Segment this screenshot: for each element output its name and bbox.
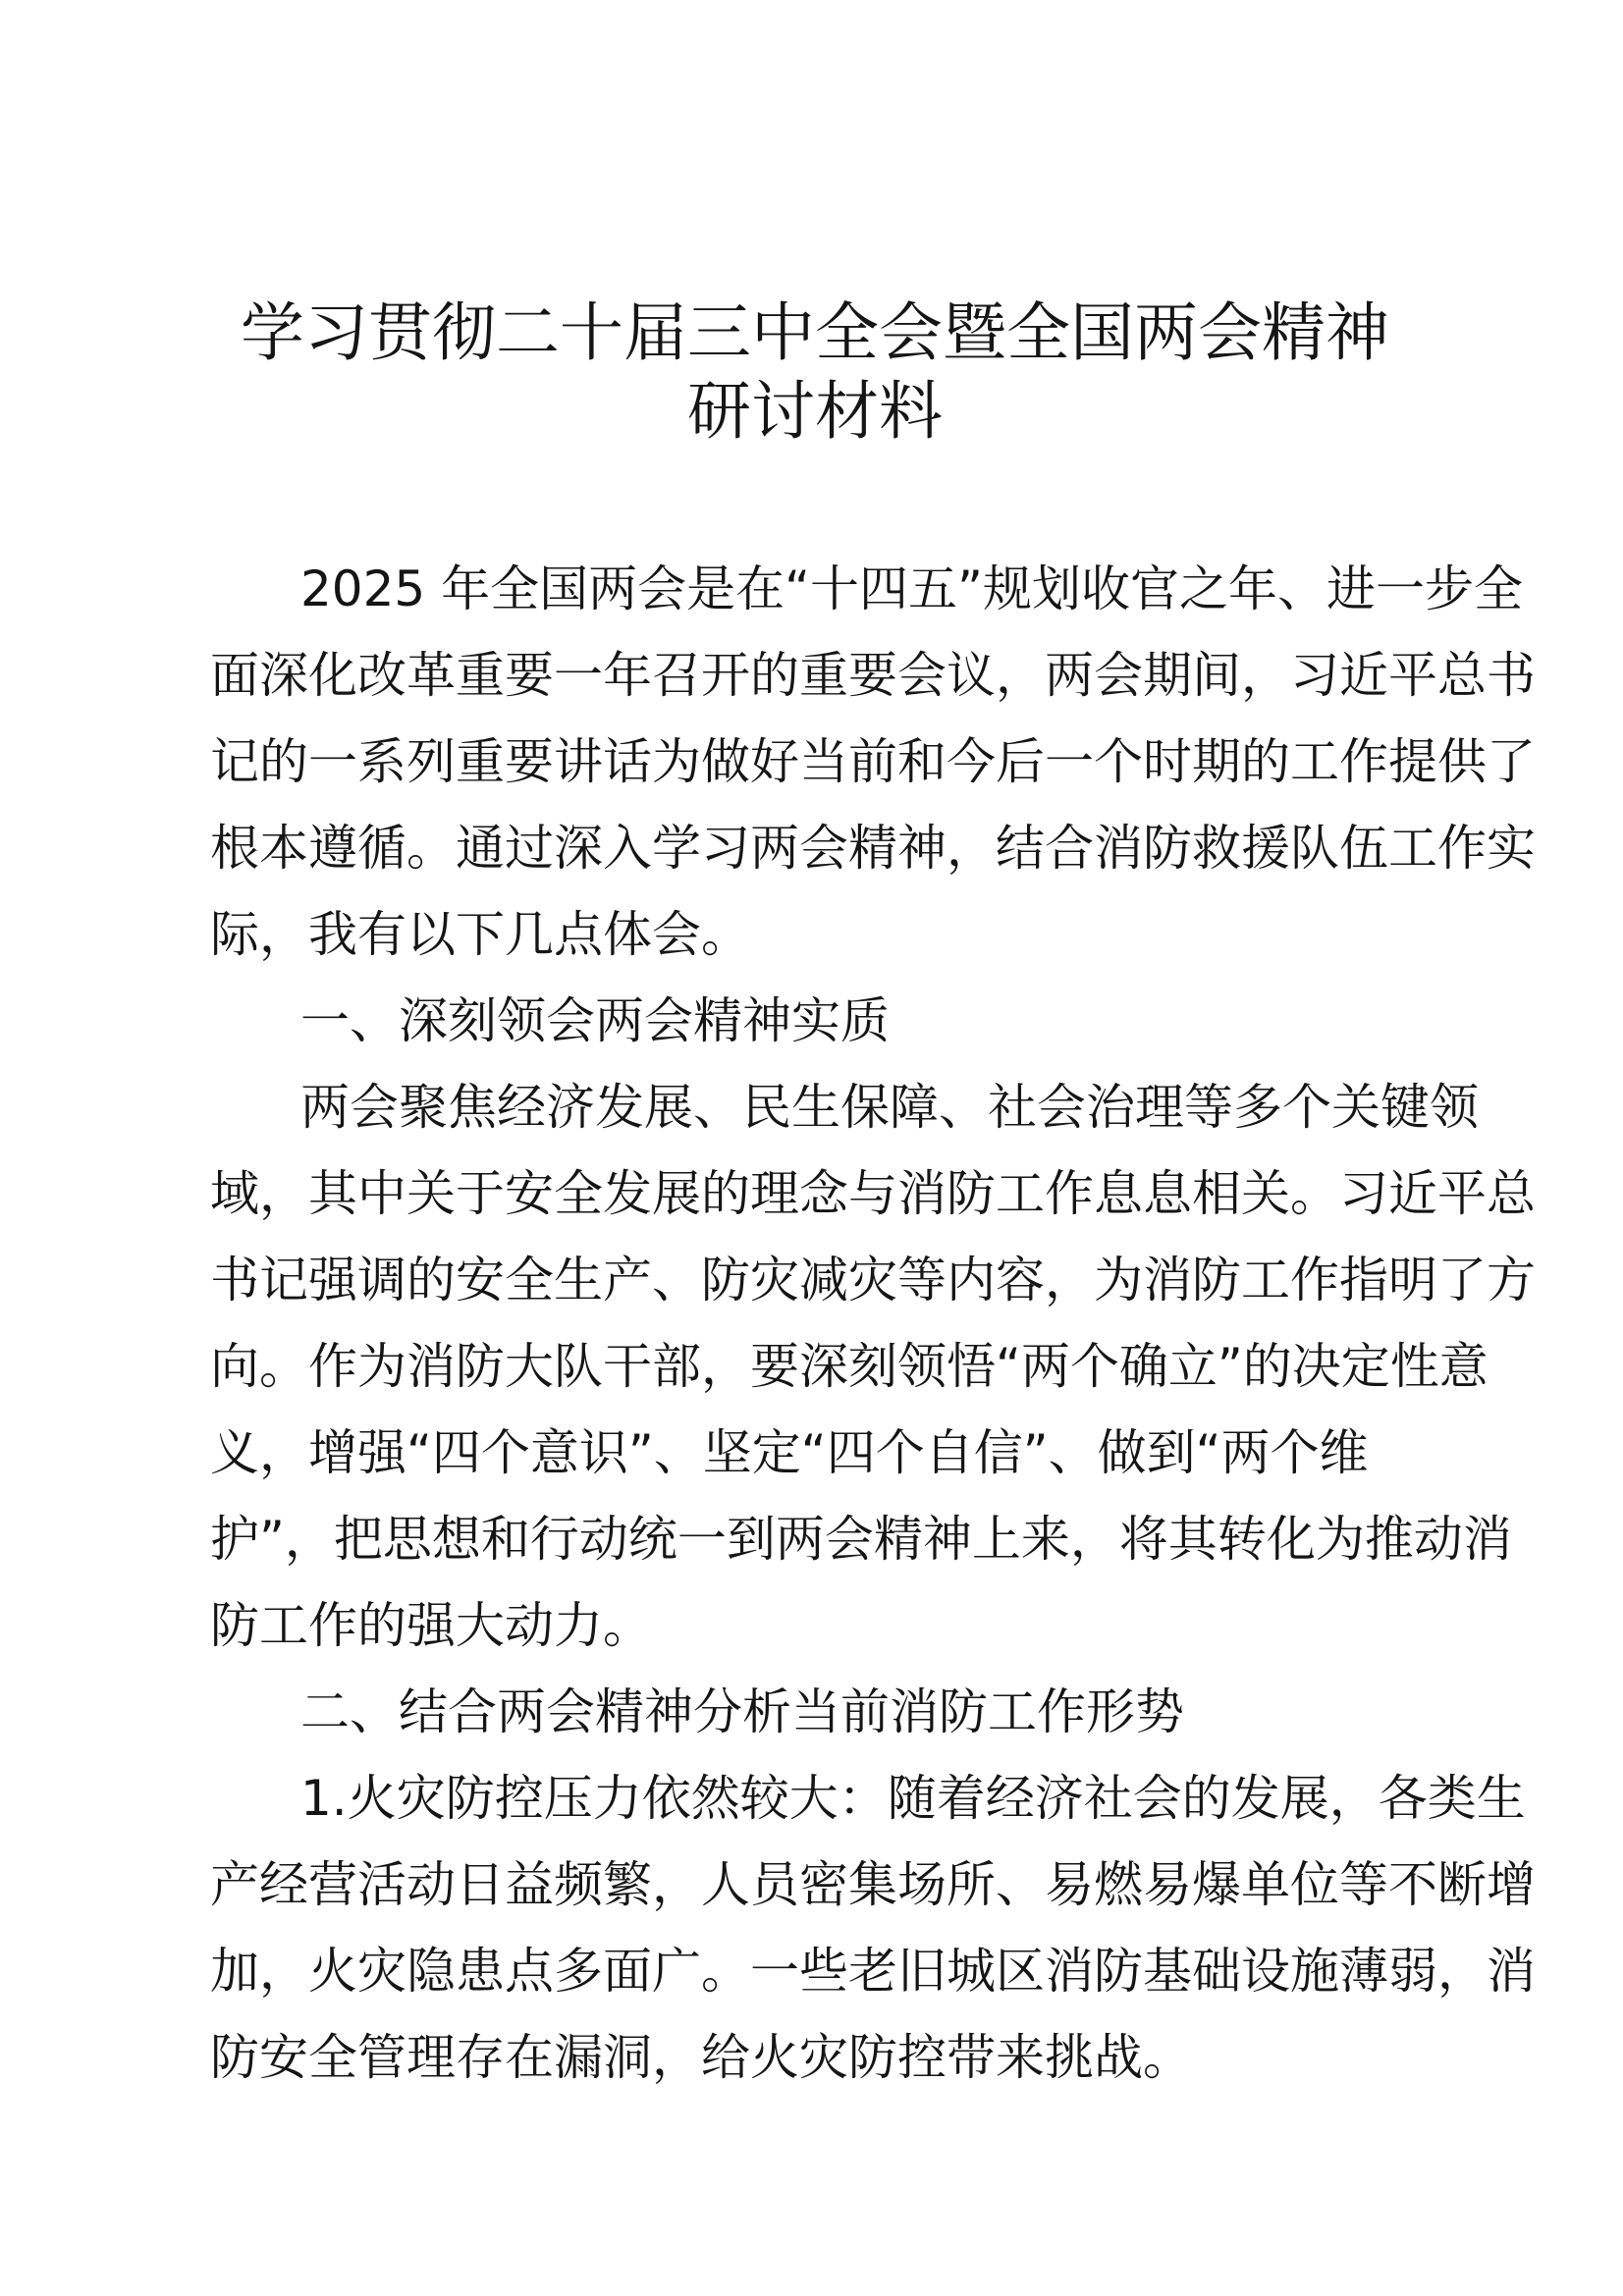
section-1-line: 义，增强“四个意识”、坚定“四个自信”、做到“两个维 — [210, 1424, 1369, 1481]
document-title-line-2: 研讨材料 — [686, 375, 943, 449]
intro-line: 记的一系列重要讲话为做好当前和今后一个时期的工作提供了 — [210, 733, 1536, 790]
section-1-line: 书记强调的安全生产、防灾减灾等内容，为消防工作指明了方 — [210, 1252, 1536, 1308]
document-title-line-1: 学习贯彻二十届三中全会暨全国两会精神 — [240, 296, 1389, 370]
section-2-heading: 二、结合两会精神分析当前消防工作形势 — [300, 1683, 1184, 1740]
section-2-item-1-line: 1.火灾防控压力依然较大：随着经济社会的发展，各类生 — [300, 1770, 1526, 1827]
section-2-item-1-line: 防安全管理存在漏洞，给火灾防控带来挑战。 — [210, 2029, 1192, 2086]
section-1-line: 域，其中关于安全发展的理念与消防工作息息相关。习近平总 — [210, 1165, 1536, 1222]
section-2-item-1-line: 加，火灾隐患点多面广。一些老旧城区消防基础设施薄弱，消 — [210, 1943, 1536, 2000]
section-1-line: 向。作为消防大队干部，要深刻领悟“两个确立”的决定性意 — [210, 1338, 1488, 1395]
section-1-line: 护”，把思想和行动统一到两会精神上来，将其转化为推动消 — [210, 1511, 1512, 1568]
section-1-heading: 一、深刻领会两会精神实质 — [300, 992, 890, 1049]
intro-line: 面深化改革重要一年召开的重要会议，两会期间，习近平总书 — [210, 647, 1536, 704]
section-2-item-1-line: 产经营活动日益频繁，人员密集场所、易燃易爆单位等不断增 — [210, 1856, 1536, 1913]
intro-line: 根本遵循。通过深入学习两会精神，结合消防救援队伍工作实 — [210, 820, 1536, 877]
intro-line: 2025 年全国两会是在“十四五”规划收官之年、进一步全 — [300, 561, 1523, 617]
document-body — [210, 546, 1536, 2101]
intro-line: 际，我有以下几点体会。 — [210, 906, 750, 963]
section-1-line: 两会聚焦经济发展、民生保障、社会治理等多个关键领 — [300, 1079, 1479, 1136]
section-1-line: 防工作的强大动力。 — [210, 1597, 652, 1654]
